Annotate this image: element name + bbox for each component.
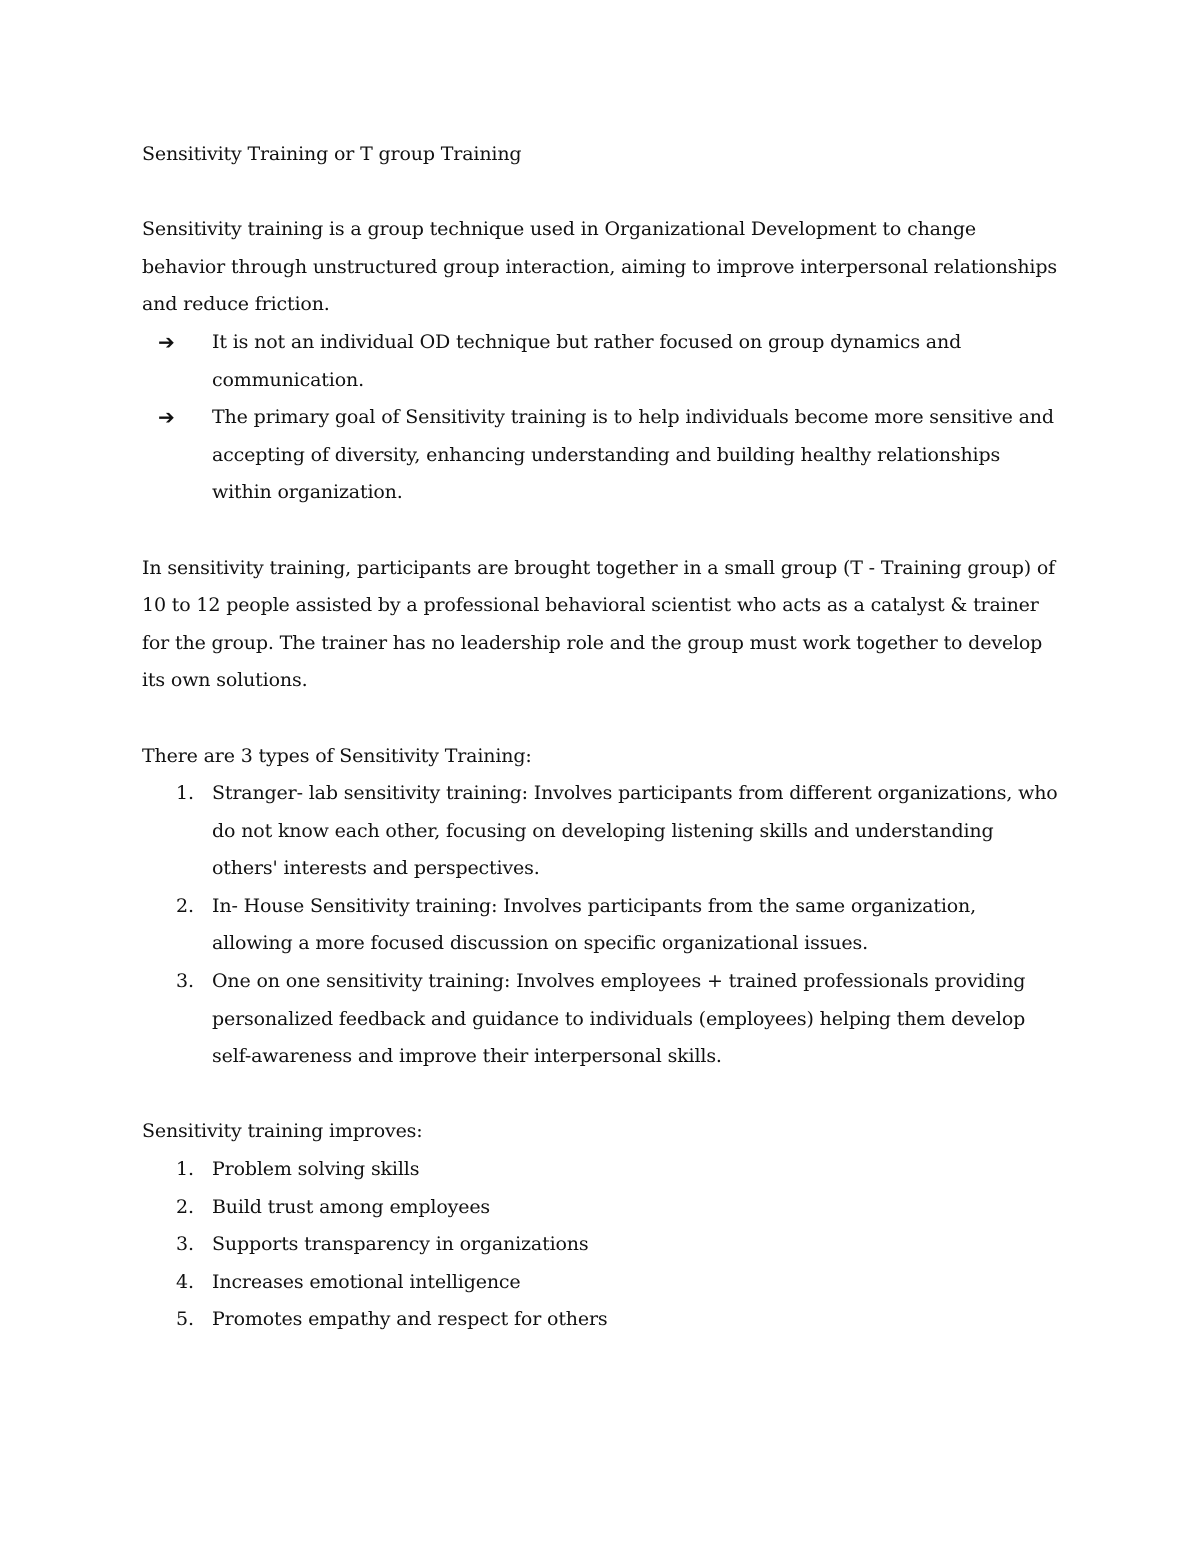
- arrow-right-icon: ➔: [158, 329, 175, 354]
- blank-line: [142, 700, 1062, 738]
- improves-list-item: [142, 1301, 1062, 1339]
- list-number: 1.: [176, 1158, 194, 1181]
- types-list-item: [142, 888, 1062, 963]
- improves-list: [142, 1151, 1062, 1339]
- types-list: [142, 775, 1062, 1076]
- arrow-list-item: [142, 399, 1062, 512]
- improves-heading: Sensitivity training improves:: [142, 1120, 423, 1143]
- improves-list-text: Promotes empathy and respect for others: [212, 1308, 608, 1331]
- document-title: Sensitivity Training or T group Training: [142, 143, 522, 165]
- arrow-list-text: It is not an individual OD technique but rather focused on group dynamics and communication.: [212, 330, 962, 391]
- types-list-text: In- House Sensitivity training: Involves participants from the same organization, allowing a more focused discussion on specific organizational issues.: [212, 894, 977, 955]
- list-number: 2.: [176, 1195, 194, 1218]
- types-list-item: [142, 775, 1062, 888]
- document-page: [142, 136, 1062, 1339]
- intro-paragraph: Sensitivity training is a group technique used in Organizational Development to change behavior through unstructured group interaction, aiming to improve interpersonal relationships and reduce friction.: [142, 218, 1057, 316]
- arrow-list: [142, 324, 1062, 512]
- arrow-list-text: The primary goal of Sensitivity training is to help individuals become more sensitive and accepting of diversity, enhancing understanding and building healthy relationships within organization.: [212, 406, 1054, 504]
- blank-line: [142, 174, 1062, 212]
- types-list-text: Stranger- lab sensitivity training: Involves participants from different organizations, who do not know each other, focusing on developing listening skills and understanding others' interests and perspectives.: [212, 782, 1058, 880]
- improves-list-item: [142, 1264, 1062, 1302]
- improves-list-text: Problem solving skills: [212, 1158, 420, 1181]
- improves-list-text: Increases emotional intelligence: [212, 1270, 521, 1293]
- list-number: 3.: [176, 970, 194, 993]
- list-number: 5.: [176, 1308, 194, 1331]
- improves-list-item: [142, 1189, 1062, 1227]
- blank-line: [142, 1076, 1062, 1114]
- improves-list-text: Supports transparency in organizations: [212, 1233, 589, 1256]
- list-number: 1.: [176, 782, 194, 805]
- list-number: 2.: [176, 894, 194, 917]
- types-list-text: One on one sensitivity training: Involves employees + trained professionals providing personalized feedback and guidance to individuals (employees) helping them develop self-awareness and improve their interpersonal skills.: [212, 970, 1026, 1068]
- arrow-right-icon: ➔: [158, 405, 175, 430]
- group-paragraph: In sensitivity training, participants are brought together in a small group (T - Training group) of 10 to 12 people assisted by a professional behavioral scientist who acts as a catalyst & trainer for the group. The trainer has no leadership role and the group must work together to develop its own solutions.: [142, 556, 1056, 692]
- list-number: 3.: [176, 1233, 194, 1256]
- arrow-list-item: [142, 324, 1062, 399]
- improves-list-item: [142, 1226, 1062, 1264]
- types-list-item: [142, 963, 1062, 1076]
- improves-list-item: [142, 1151, 1062, 1189]
- types-heading: There are 3 types of Sensitivity Training:: [142, 744, 532, 767]
- improves-list-text: Build trust among employees: [212, 1195, 491, 1218]
- blank-line: [142, 512, 1062, 550]
- list-number: 4.: [176, 1270, 194, 1293]
